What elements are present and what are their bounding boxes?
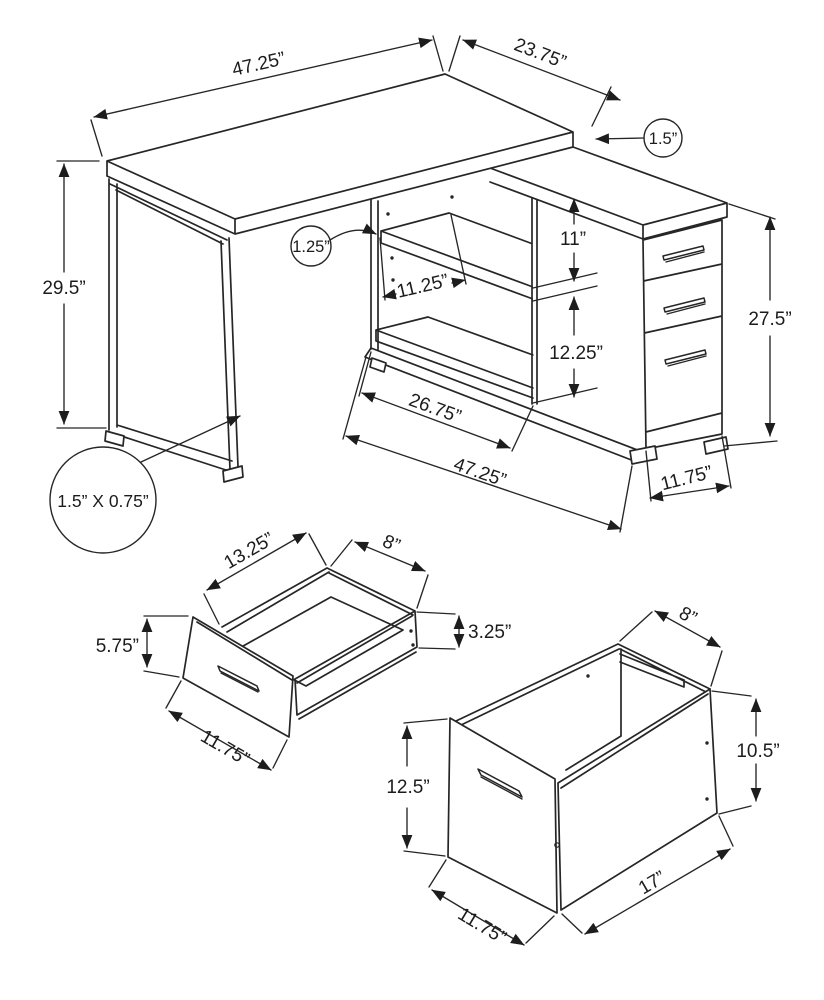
dim-label-pedestal-height: 27.5” xyxy=(748,309,792,330)
dim-label-shelf-thickness: 1.25” xyxy=(292,238,330,256)
dim-label-file-drawer-back-height: 10.5” xyxy=(736,741,780,762)
dim-label-small-drawer-back-height: 3.25” xyxy=(468,622,512,643)
dim-label-pedestal-depth: 11.75” xyxy=(658,462,715,496)
dim-label-top-thickness: 1.5” xyxy=(648,130,678,148)
dim-label-return-width: 23.75” xyxy=(511,34,569,74)
pedestal-side-panel xyxy=(532,197,646,450)
dim-label-shelf-depth: 11.25” xyxy=(394,270,451,303)
dim-label-small-drawer-front-width: 11.75” xyxy=(196,726,253,771)
dim-label-open-section-width: 26.75” xyxy=(405,389,464,428)
shelf-thickness-callout xyxy=(291,226,376,266)
dim-label-file-drawer-side-length: 17” xyxy=(635,867,670,900)
file-drawer-box xyxy=(448,644,717,913)
dim-label-file-drawer-front-width: 11.75” xyxy=(453,903,510,949)
open-section-left-panel xyxy=(371,199,378,350)
dim-label-file-drawer-front-height: 12.5” xyxy=(386,777,430,798)
dim-label-lower-shelf-gap: 12.25” xyxy=(549,343,603,364)
dim-label-leg-profile: 1.5” X 0.75” xyxy=(57,491,149,511)
dim-label-desk-top-length: 47.25” xyxy=(230,48,288,81)
file-drawer-view xyxy=(386,603,779,949)
thickness-callout xyxy=(596,119,682,157)
pedestal-drawers xyxy=(643,220,722,449)
return-desktop xyxy=(490,147,727,239)
dim-label-base-length: 47.25” xyxy=(450,454,509,492)
dim-label-file-drawer-depth: 8” xyxy=(675,602,701,630)
dim-label-small-drawer-length: 13.25” xyxy=(220,528,278,574)
small-drawer-box xyxy=(183,568,417,737)
dim-label-upper-shelf-gap: 11” xyxy=(559,229,587,250)
dim-label-small-drawer-front-height: 5.75” xyxy=(95,636,139,657)
dim-label-desk-height: 29.5” xyxy=(42,278,86,299)
dim-label-small-drawer-depth: 8” xyxy=(379,530,404,557)
leg-profile-callout xyxy=(50,416,240,553)
